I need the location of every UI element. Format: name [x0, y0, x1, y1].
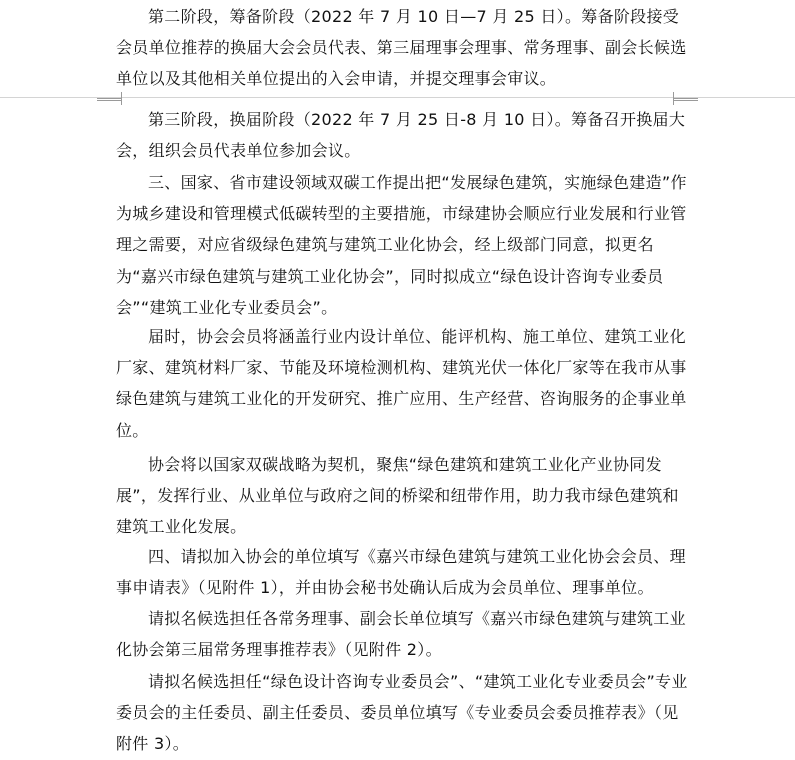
- paragraph-stage-two: 第二阶段，筹备阶段（2022 年 7 月 10 日—7 月 25 日）。筹备阶段接受会员单位推荐的换届大会会员代表、第三届理事会理事、常务理事、副会长候选单位以及其他相关单位提出的入会申请，并提交理事会审议。: [116, 7, 687, 89]
- paragraph-section-three: 三、国家、省市建设领域双碳工作提出把“发展绿色建筑，实施绿色建造”作为城乡建设和管理模式低碳转型的主要措施，市绿建协会顺应行业发展和行业管理之需要，对应省级绿色建筑与建筑工业化协会，经上级部门同意，拟更名为“嘉兴市绿色建筑与建筑工业化协会”，同时拟成立“绿色设计咨询专业委员会”“建筑工业化专业委员会”。: [116, 173, 687, 317]
- paragraph-committees: 请拟名候选担任“绿色设计咨询专业委员会”、“建筑工业化专业委员会”专业委员会的主任委员、副主任委员、委员单位填写《专业委员会委员推荐表》（见附件 3）。: [116, 672, 688, 754]
- paragraph-strategy: 协会将以国家双碳战略为契机，聚焦“绿色建筑和建筑工业化产业协同发展”，发挥行业、从业单位与政府之间的桥梁和纽带作用，助力我市绿色建筑和建筑工业化发展。: [116, 455, 679, 537]
- paragraph-section-four: 四、请拟加入协会的单位填写《嘉兴市绿色建筑与建筑工业化协会会员、理事申请表》（见附件 1），并由协会秘书处确认后成为会员单位、理事单位。: [116, 547, 686, 598]
- paragraph-members: 届时，协会会员将涵盖行业内设计单位、能评机构、施工单位、建筑工业化厂家、建筑材料厂家、节能及环境检测机构、建筑光伏一体化厂家等在我市从事绿色建筑与建筑工业化的开发研究、推广应用、生产经营、咨询服务的企事业单位。: [116, 327, 687, 440]
- paragraph-standing-council: 请拟名候选担任各常务理事、副会长单位填写《嘉兴市绿色建筑与建筑工业化协会第三届常务理事推荐表》（见附件 2）。: [116, 609, 686, 660]
- paragraph-stage-three: 第三阶段，换届阶段（2022 年 7 月 25 日-8 月 10 日）。筹备召开换届大会，组织会员代表单位参加会议。: [116, 110, 686, 161]
